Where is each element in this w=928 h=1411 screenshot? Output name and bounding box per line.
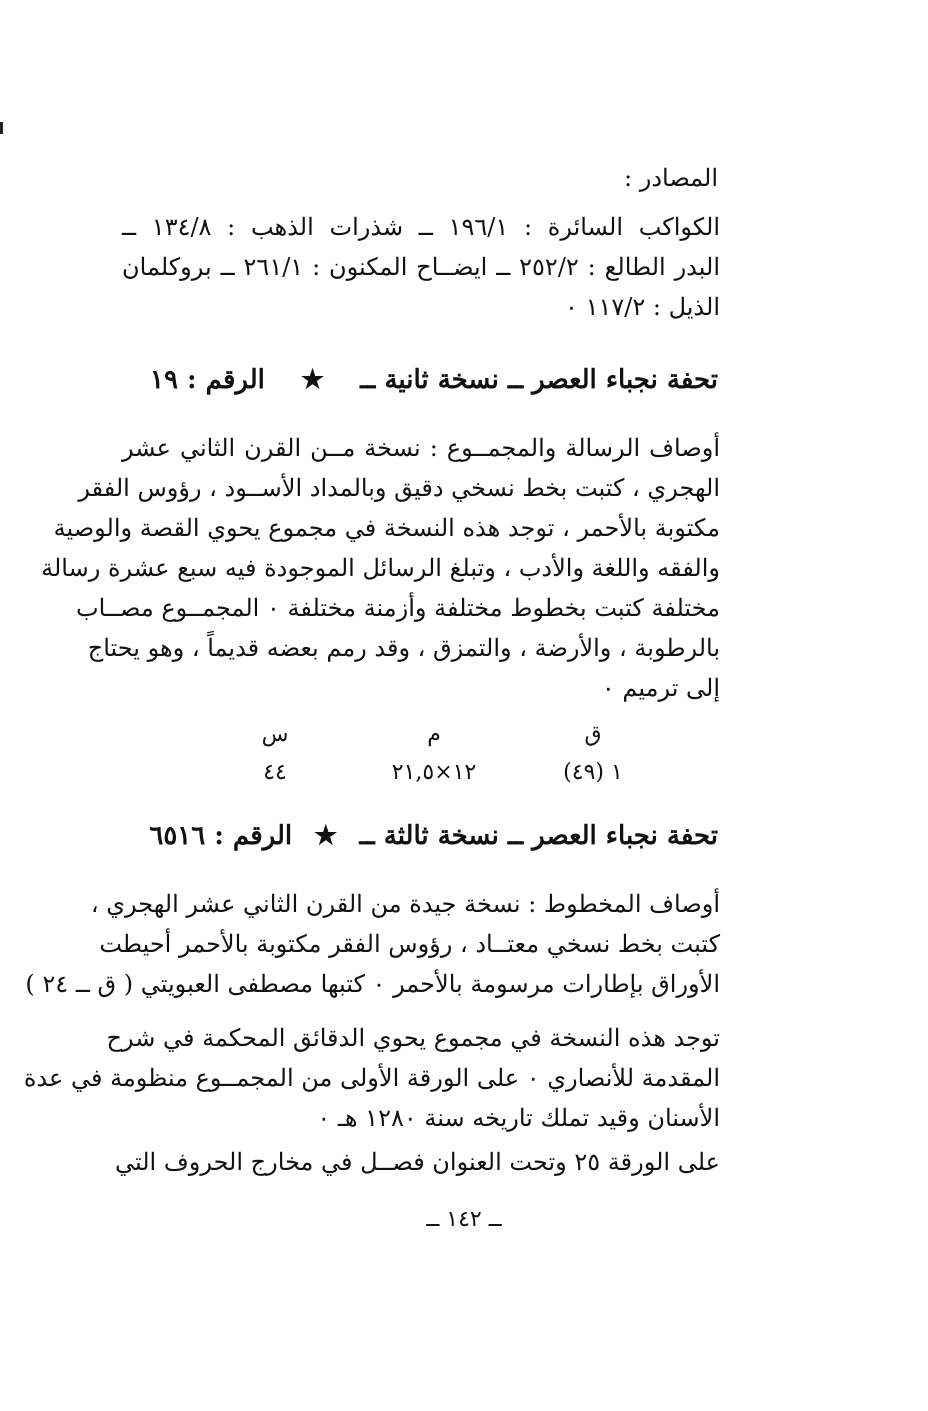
entry-19-description	[41, 428, 720, 708]
sources-label: المصادر :	[624, 164, 718, 192]
description-line: أوصاف الرسالة والمجمــوع : نسخة مــن القرن الثاني عشر	[122, 434, 720, 462]
page-number: ــ ١٤٢ ــ	[426, 1207, 502, 1232]
table-header-cell: ق	[584, 722, 602, 747]
entry-6516-paragraph-1	[25, 884, 720, 1004]
description-line: والفقه واللغة والأدب ، وتبلغ الرسائل الموجودة فيه سبع عشرة رسالة	[41, 554, 720, 582]
sources-line: الذيل : ١١٧/٢ ٠	[565, 293, 720, 321]
table-header-cell: س	[261, 722, 289, 747]
table-header-cell: م	[427, 722, 441, 747]
description-line: على الورقة ٢٥ وتحت العنوان فصــل في مخارج الحروف التي	[115, 1148, 720, 1176]
heading-number: الرقم : ١٩	[150, 365, 265, 395]
entry-6516-paragraph-3	[115, 1142, 720, 1182]
description-line: إلى ترميم ٠	[601, 674, 720, 702]
sources-line: الكواكب السائرة : ١٩٦/١ ــ شذرات الذهب : ١٣٤/٨ ــ	[122, 213, 721, 241]
table-cell: ١٢×٢١,٥	[391, 760, 477, 785]
entry-heading-6516	[150, 816, 718, 856]
description-line: مكتوبة بالأحمر ، توجد هذه النسخة في مجموع يحوي القصة والوصية	[53, 514, 720, 542]
description-line: المقدمة للأنصاري ٠ على الورقة الأولى من المجمــوع منظومة في عدة	[23, 1064, 720, 1092]
table-cell: ١ (٤٩)	[563, 760, 623, 785]
sources-block	[122, 207, 720, 327]
heading-title: تحفة نجباء العصر ــ نسخة ثانية ــ	[360, 365, 718, 395]
heading-title: تحفة نجباء العصر ــ نسخة ثالثة ــ	[359, 821, 718, 851]
description-line: الهجري ، كتبت بخط نسخي دقيق وبالمداد الأســود ، رؤوس الفقر	[78, 474, 720, 502]
star-icon: ★	[314, 821, 338, 851]
margin-mark	[0, 122, 3, 134]
star-icon: ★	[300, 365, 325, 395]
entry-heading-19	[150, 360, 718, 400]
table-row	[200, 754, 668, 792]
table-header-row	[200, 716, 668, 754]
entry-6516-paragraph-2	[23, 1018, 720, 1138]
table-cell: ٤٤	[263, 760, 287, 785]
description-line: بالرطوبة ، والأرضة ، والتمزق ، وقد رمم بعضه قديماً ، وهو يحتاج	[87, 634, 720, 662]
sources-line: البدر الطالع : ٢٥٢/٢ ــ ايضــاح المكنون : ٢٦١/١ ــ بروكلمان	[122, 253, 721, 281]
description-line: توجد هذه النسخة في مجموع يحوي الدقائق المحكمة في شرح	[106, 1024, 720, 1052]
description-line: مختلفة كتبت بخطوط مختلفة وأزمنة مختلفة ٠ المجمــوع مصــاب	[76, 594, 720, 622]
manuscript-measure-table	[200, 716, 668, 792]
heading-number: الرقم : ٦٥١٦	[149, 821, 293, 851]
description-line: أوصاف المخطوط : نسخة جيدة من القرن الثاني عشر الهجري ،	[90, 890, 720, 918]
description-line: كتبت بخط نسخي معتــاد ، رؤوس الفقر مكتوبة بالأحمر أحيطت	[99, 930, 720, 958]
description-line: الأوراق بإطارات مرسومة بالأحمر ٠ كتبها مصطفى العبويتي ( ق ــ ٢٤ )	[25, 970, 720, 998]
description-line: الأسنان وقيد تملك تاريخه سنة ١٢٨٠ هـ ٠	[317, 1104, 720, 1132]
